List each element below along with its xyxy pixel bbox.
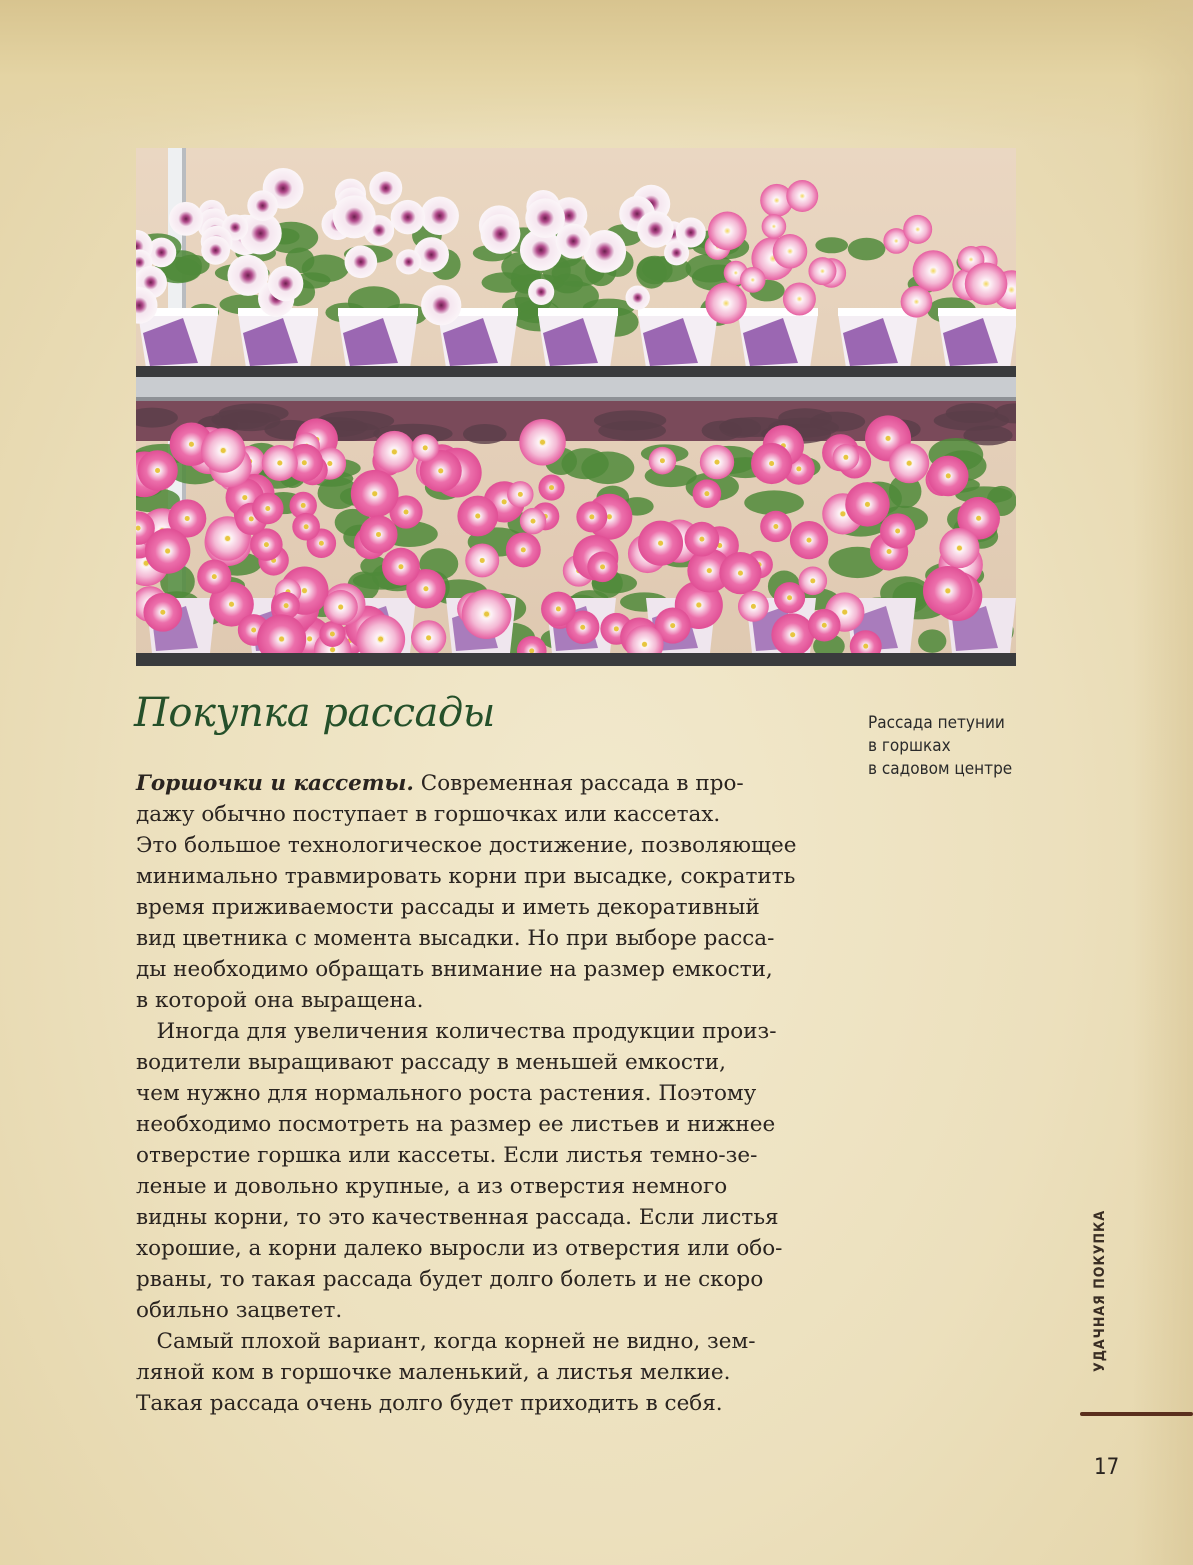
- body-line: [136, 830, 836, 861]
- body-line-text: обильно зацветет.: [136, 1298, 343, 1323]
- body-line-text: ды необходимо обращать внимание на размер емкости,: [136, 957, 773, 982]
- body-line-text: необходимо посмотреть на размер ее листьев и нижнее: [136, 1112, 776, 1137]
- body-line-text: в которой она выращена.: [136, 988, 424, 1013]
- body-line: [136, 1295, 836, 1326]
- body-line: [136, 923, 836, 954]
- photo-caption: [868, 712, 1068, 781]
- body-line: [136, 1388, 836, 1419]
- body-line: [136, 985, 836, 1016]
- caption-line: Рассада петунии: [868, 713, 1005, 733]
- caption-line: в садовом центре: [868, 759, 1013, 779]
- body-line: [136, 1078, 836, 1109]
- body-line-text: чем нужно для нормального роста растения. Поэтому: [136, 1081, 757, 1106]
- body-line-text: Это большое технологическое достижение, позволяющее: [136, 833, 797, 858]
- section-heading: Покупка рассады: [134, 690, 495, 736]
- page-number: 17: [1094, 1455, 1120, 1480]
- body-line: [136, 1047, 836, 1078]
- body-line-text: отверстие горшка или кассеты. Если листья темно-зе-: [136, 1143, 758, 1168]
- body-line-text: дажу обычно поступает в горшочках или кассетах.: [136, 802, 721, 827]
- body-line-text: Самый плохой вариант, когда корней не видно, зем-: [136, 1329, 756, 1354]
- body-line-text: леные и довольно крупные, а из отверстия немного: [136, 1174, 728, 1199]
- body-line: [136, 892, 836, 923]
- body-line: [136, 1233, 836, 1264]
- body-line-text: Такая рассада очень долго будет приходить в себя.: [136, 1391, 723, 1416]
- petunia-photo-image: [136, 148, 1016, 666]
- body-line-text: время приживаемости рассады и иметь декоративный: [136, 895, 760, 920]
- body-line-text: минимально травмировать корни при высадке, сократить: [136, 864, 796, 889]
- body-line: [136, 1016, 836, 1047]
- body-line: [136, 799, 836, 830]
- body-line: [136, 768, 836, 799]
- body-line-text: Иногда для увеличения количества продукции произ-: [136, 1019, 777, 1044]
- petunia-photo: [136, 148, 1016, 666]
- paper-texture-top: [0, 0, 1193, 140]
- body-line-text: видны корни, то это качественная рассада. Если листья: [136, 1205, 779, 1230]
- body-line: [136, 1140, 836, 1171]
- body-line-text: вид цветника с момента высадки. Но при выборе расса-: [136, 926, 775, 951]
- paper-texture-edge: [1133, 0, 1193, 1565]
- side-divider: [1080, 1412, 1193, 1416]
- body-line: [136, 1171, 836, 1202]
- body-line-text: водители выращивают рассаду в меньшей емкости,: [136, 1050, 726, 1075]
- body-line: [136, 1264, 836, 1295]
- section-side-label: УДАЧНАЯ ПОКУПКА: [1092, 1209, 1108, 1372]
- body-line: [136, 861, 836, 892]
- body-line-text: рваны, то такая рассада будет долго болеть и не скоро: [136, 1267, 764, 1292]
- body-line: [136, 1202, 836, 1233]
- body-line: [136, 1326, 836, 1357]
- article-body: [136, 768, 836, 1419]
- body-line-text: хорошие, а корни далеко выросли из отверстия или обо-: [136, 1236, 783, 1261]
- body-line-text: ляной ком в горшочке маленький, а листья мелкие.: [136, 1360, 731, 1385]
- caption-line: в горшках: [868, 736, 951, 756]
- body-line-text: Современная рассада в про-: [413, 771, 744, 796]
- lead-phrase: Горшочки и кассеты.: [136, 771, 414, 796]
- body-line: [136, 954, 836, 985]
- body-line: [136, 1357, 836, 1388]
- body-line: [136, 1109, 836, 1140]
